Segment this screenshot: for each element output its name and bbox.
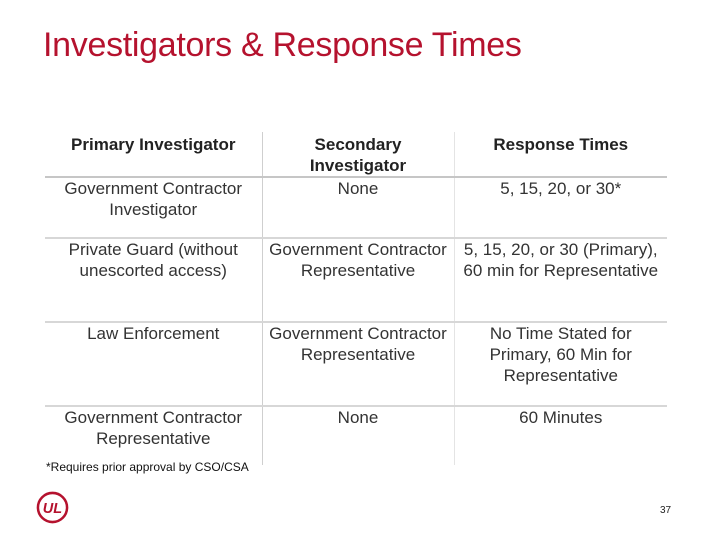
cell-response: 60 Minutes	[519, 408, 603, 427]
cell-secondary: Government Contractor Representative	[262, 238, 454, 322]
cell-primary: Government Contractor Representative	[64, 408, 243, 448]
header-primary-investigator: Primary Investigator	[45, 132, 262, 177]
cell-response: 5, 15, 20, or 30*	[454, 177, 667, 238]
cell-response: 5, 15, 20, or 30 (Primary), 60 min for Representative	[454, 238, 667, 322]
slide-title: Investigators & Response Times	[43, 26, 522, 64]
table-row	[45, 177, 667, 238]
cell-primary: Private Guard (without unescorted access)	[45, 238, 262, 322]
ul-logo-icon	[36, 491, 69, 524]
cell-response: No Time Stated for Primary, 60 Min for Representative	[454, 322, 667, 406]
cell-primary: Law Enforcement	[45, 322, 262, 406]
table-header-row	[45, 132, 667, 177]
cell-secondary: None	[262, 406, 454, 465]
header-secondary-investigator: Secondary Investigator	[262, 132, 454, 177]
page-number: 37	[660, 505, 672, 516]
table-row	[45, 406, 667, 465]
table-row	[45, 238, 667, 322]
cell-secondary: Government Contractor Representative	[262, 322, 454, 406]
cell-secondary: None	[262, 177, 454, 238]
header-response-times: Response Times	[454, 132, 667, 177]
ul-logo-text: UL	[42, 500, 63, 517]
table-row	[45, 322, 667, 406]
cell-primary: Government Contractor Investigator	[45, 177, 262, 238]
investigators-table	[45, 132, 667, 465]
footnote: *Requires prior approval by CSO/CSA	[46, 460, 249, 474]
